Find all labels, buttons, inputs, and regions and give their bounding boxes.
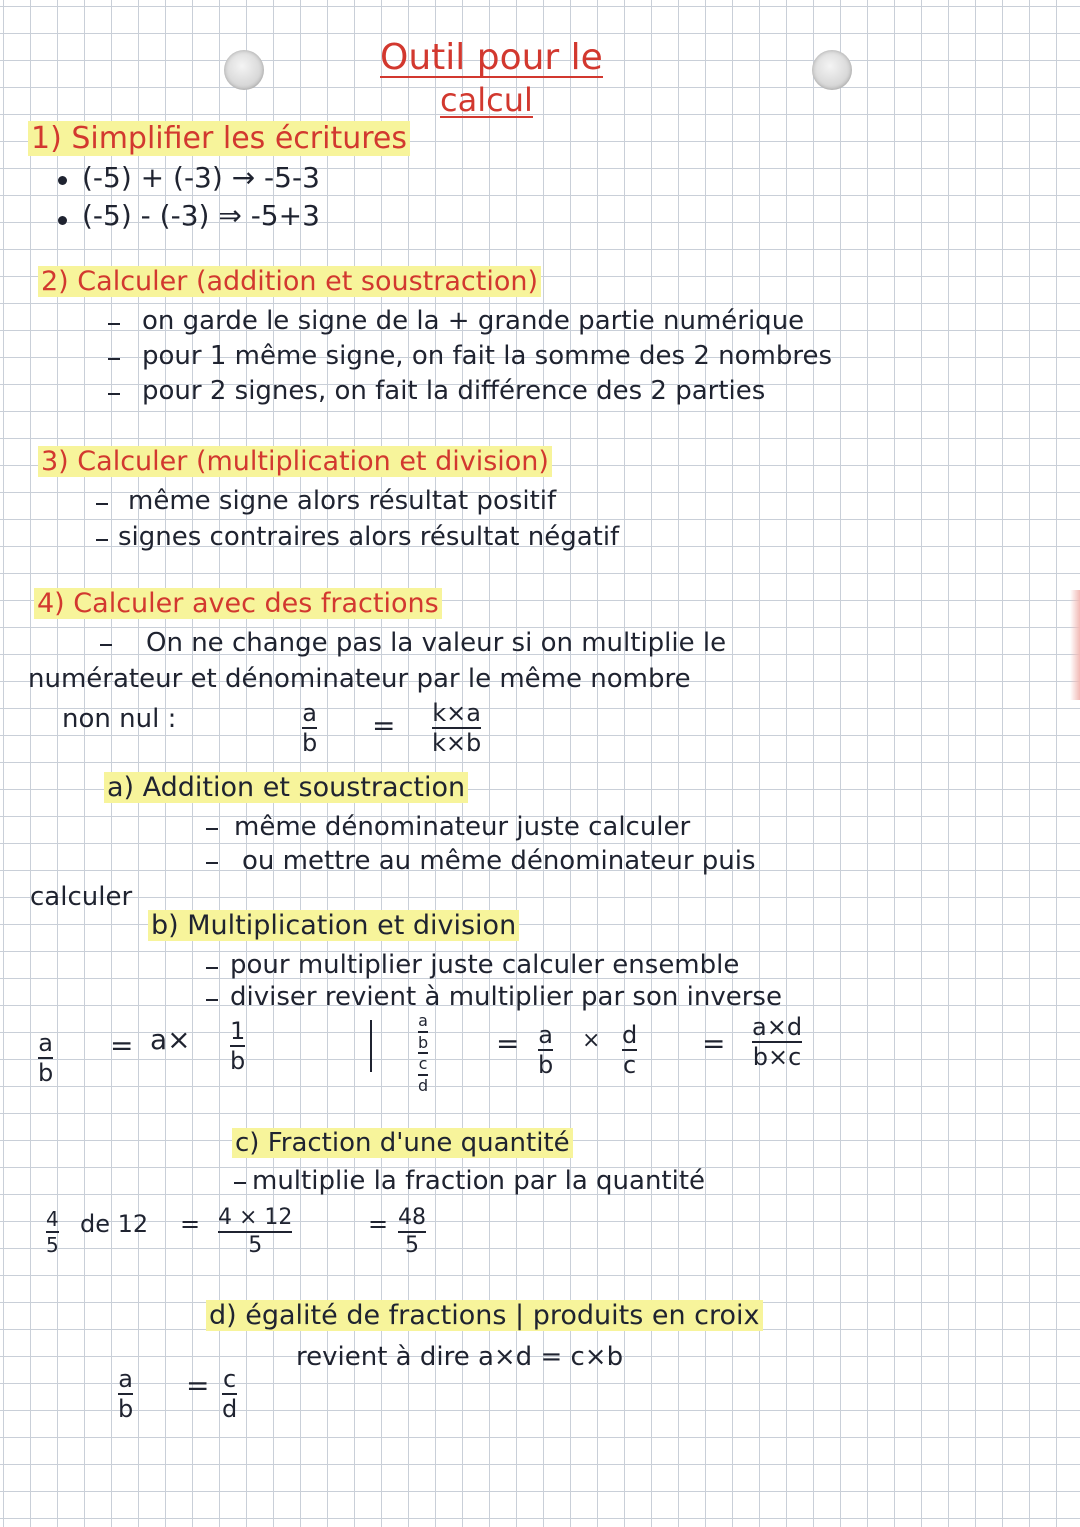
- subsection-c-item: multiplie la fraction par la quantité: [252, 1166, 706, 1196]
- fraction-4x12-over-5: 4 × 12 5: [218, 1205, 293, 1259]
- subsection-a-heading: a) Addition et soustraction: [104, 774, 468, 801]
- equals-sign: =: [368, 1210, 389, 1238]
- section1-line2: (-5) - (-3) ⇒ -5+3: [82, 199, 320, 232]
- fraction-ka-over-kb: k×a k×b: [432, 699, 482, 758]
- subsection-a-item: ou mettre au même dénominateur puis: [242, 846, 756, 876]
- page-edge-tab: [1070, 590, 1080, 700]
- subsection-d-heading: d) égalité de fractions | produits en croix: [206, 1302, 763, 1329]
- bullet: [58, 216, 67, 225]
- a-times: a×: [150, 1023, 191, 1056]
- subsection-b-heading: b) Multiplication et division: [148, 912, 519, 939]
- fraction-axd-over-bxc: a×d b×c: [752, 1013, 803, 1072]
- fraction-c-over-d: c d: [222, 1365, 238, 1424]
- de-12-text: de 12: [80, 1210, 149, 1238]
- section4-heading: 4) Calculer avec des fractions: [34, 590, 442, 617]
- equals-sign: =: [496, 1027, 520, 1060]
- times-sign: ×: [582, 1028, 601, 1053]
- dash: [108, 393, 120, 395]
- dash: [96, 539, 108, 541]
- section1-heading: 1) Simplifier les écritures: [28, 124, 410, 154]
- section4-rule-line1: On ne change pas la valeur si on multiplie le: [146, 628, 727, 658]
- section3-item: signes contraires alors résultat négatif: [118, 522, 620, 552]
- equals-sign: =: [702, 1027, 726, 1060]
- bullet: [58, 176, 67, 185]
- dash: [206, 999, 218, 1001]
- subsection-d-item: revient à dire a×d = c×b: [296, 1342, 624, 1372]
- section1-line1: (-5) + (-3) → -5-3: [82, 161, 320, 194]
- dash: [206, 828, 218, 830]
- subsection-a-item: même dénominateur juste calculer: [234, 812, 691, 842]
- subsection-b-item: pour multiplier juste calculer ensemble: [230, 950, 740, 980]
- page-title-line1: Outil pour le: [380, 37, 603, 78]
- fraction-1-over-b: 1 b: [230, 1017, 246, 1076]
- fraction-4-over-5: 4 5: [46, 1207, 59, 1257]
- binder-hole-right: [812, 50, 852, 90]
- subsection-c-heading: c) Fraction d'une quantité: [232, 1130, 573, 1156]
- section4-rule-line2: numérateur et dénominateur par le même nombre: [28, 664, 691, 694]
- section2-heading: 2) Calculer (addition et soustraction): [38, 268, 541, 295]
- equals-sign: =: [110, 1029, 134, 1062]
- fraction-a-over-b: a b: [538, 1021, 554, 1080]
- equals-sign: =: [372, 709, 396, 742]
- fraction-a-over-b: a b: [38, 1029, 54, 1088]
- fraction-a-over-b: a b: [302, 699, 318, 758]
- dash: [96, 503, 108, 505]
- dash: [100, 644, 112, 646]
- fraction-48-over-5: 48 5: [398, 1205, 426, 1259]
- section2-item: pour 2 signes, on fait la différence des 2 parties: [142, 376, 766, 406]
- dash: [108, 323, 120, 325]
- section2-item: pour 1 même signe, on fait la somme des 2 nombres: [142, 341, 833, 371]
- page-title-line2: calcul: [440, 81, 533, 119]
- section3-item: même signe alors résultat positif: [128, 486, 557, 516]
- binder-hole-left: [224, 50, 264, 90]
- section3-heading: 3) Calculer (multiplication et division): [38, 448, 552, 475]
- dash: [234, 1182, 246, 1184]
- section2-item: on garde le signe de la + grande partie numérique: [142, 306, 805, 336]
- dash: [108, 358, 120, 360]
- dash: [206, 862, 218, 864]
- fraction-d-over-c: d c: [622, 1021, 638, 1080]
- fraction-a-over-b: a b: [118, 1365, 134, 1424]
- separator-line: [370, 1020, 372, 1072]
- equals-sign: =: [186, 1369, 210, 1402]
- section4-rule-line3: non nul :: [62, 704, 177, 734]
- fraction-a-b-over-c-d: a b c d: [418, 1011, 429, 1095]
- subsection-b-item: diviser revient à multiplier par son inverse: [230, 982, 782, 1012]
- equals-sign: =: [180, 1210, 201, 1238]
- dash: [206, 967, 218, 969]
- subsection-a-continued: calculer: [30, 882, 133, 912]
